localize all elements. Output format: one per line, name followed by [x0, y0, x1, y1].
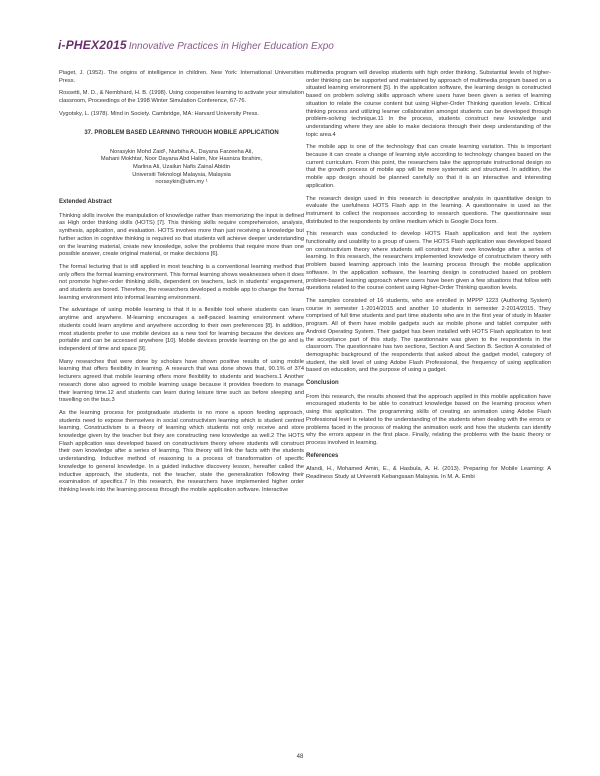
reference-item: Piaget, J. (1952). The origins of intelligence in children. New York: International Universities Press.	[59, 70, 304, 84]
abstract-heading: Extended Abstract	[59, 199, 112, 206]
conclusion-heading: Conclusion	[306, 380, 339, 387]
affiliation: Universiti Teknologi Malaysia, Malaysia	[132, 171, 231, 178]
article-title: 37. PROBLEM BASED LEARNING THROUGH MOBILE APPLICATION	[84, 129, 279, 136]
references-heading: References	[306, 452, 339, 459]
reference-item: Afandi, H., Mohamed Amin, E., & Hasbula, A. H. (2013). Preparing for Mobile Learning: A Readiness Study at Universiti Kebangsaan Malaysia. In M. A. Embi	[306, 466, 551, 481]
body-paragraph: The mobile app is one of the technology that can create learning variation. This is important because it can create a change of learning style according to technology changes based on the current curriculum. From this point, the researchers take the appropriate instructional design so that the growth process of mobile app will be more systematic and structured. In addition, the mobile app design should be planned carefully so that it is an interactive and interesting application.	[306, 144, 551, 189]
body-paragraph: The formal lecturing that is still applied in most teaching is a conventional learning method that only offers the formal learning environment. This formal learning shows weaknesses when it does not promote higher-order thinking skills, dependent on teachers, lack in students' engagement, and students are bored. Therefore, the researchers developed a mobile app to change the formal learning environment into informal learning environment.	[59, 263, 304, 301]
body-paragraph: As the learning process for postgraduate students is no more a spoon feeding approach, students need to expose themselves in social constructivism learning which is student centred learning. Constructivism is a theory of learning which students not only receive and store knowledge given by the teacher but they are constructing new knowledge as well.2 The HOTS Flash application was developed based on constructivism theory where students will construct their own knowledge after a series of learning. This theory will link the facts with the students understanding. Inductive method of reasoning is a process of transformation of specific knowledge to general knowledge. In a guided inductive discovery lesson, hereafter called the inductive approach, the students, not the teacher, state the generalization following their examination of specifics.7 In this research, the researchers have implemented higher order thinking levels into the learning process through the mobile application software. Interactive	[59, 409, 304, 493]
author-block	[59, 149, 304, 188]
conference-logo: i-PHEX2015	[58, 38, 127, 52]
body-paragraph: multimedia program will develop students with high order thinking. Substantial levels of higher-order thinking can be supported and maintained by approach of multimedia program based on a situated learning environment [5]. In the application software, the learning design is constructed based on problem solving skills approach where users have been given a series of learning situation to relate the course content but using Higher-Order Thinking question levels. Critical thinking process and utilizing learner collaboration amongst students can be developed through problem-solving technique.11 In the process, students construct new knowledge and understanding where they are able to make decisions through their deep understanding of the topic area.4	[306, 70, 551, 138]
right-column	[306, 70, 551, 487]
body-paragraph: Many researches that were done by scholars have shown positive results of using mobile learning that offers flexibility in learning. A research that was done shows that, 90.1% of 374 lecturers agreed that mobile learning offers more flexibility to students and teachers.1 Another research done also agreed to mobile learning usage because it provides freedom to manage their learning time.12 and students can learn during leisure time such as before sleeping and travelling on the bus.3	[59, 358, 304, 404]
body-paragraph: The advantage of using mobile learning is that it is a flexible tool where students can learn anytime and anywhere. M-learning encourages a self-paced learning environment where students could learn anytime and anywhere according to their own preferences [8]. In addition, most students prefer to use mobile devices as a new tool for learning because the devices are portable and can be accessed anywhere [10]. Mobile devices provide learning on the go and is independent of time and space [9].	[59, 307, 304, 352]
page-number: 48	[296, 754, 304, 760]
conclusion-paragraph: From this research, the results showed that the approach applied in this mobile application have encouraged students to be able to construct knowledge based on the learning process when using this application. The programming skills of creating an animation using Adobe Flash Professional level is related to the understanding of the students when dealing with the errors or problems faced in the process of making the animation work and how the students can identify why the errors appear in the first place. Finally, relating the problems with the basic theory or process involved in learning.	[306, 393, 551, 446]
author-email: norasykin@utm.my ¹	[155, 179, 208, 186]
page-header	[58, 38, 558, 54]
reference-item: Rossetti, M. D., & Nembhard, H. B. (1998). Using cooperative learning to activate your simulation classroom, Proceedings of the 1998 Winter Simulation Conference, 67-76.	[59, 90, 304, 105]
author-line: Marlina Ali, Uzailun Nafis Zainal Abidin	[132, 163, 231, 170]
conference-title: Innovative Practices in Higher Education Expo	[128, 41, 334, 52]
body-paragraph: This research was conducted to develop HOTS Flash application and test the system functionality and usability to a group of users. The HOTS Flash application was developed based on constructivism theory where students will construct their own knowledge after a series of learning. In this research, the researchers implemented knowledge of constructivism theory with problem based learning approach into the learning process through the mobile application software. In the application software, the learning design is constructed based on problem problem-based learning approach where users have been given a few situations that follow with questions related to the course content using Higher-Order Thinking question levels.	[306, 231, 551, 292]
author-line: Norasykin Mohd Zaid¹, Nurbiha A., Dayana Farzeeha Ali,	[110, 148, 253, 155]
reference-item: Vygotsky, L. (1978). Mind in Society. Cambridge, MA: Harvard University Press.	[59, 110, 259, 117]
author-line: Mahani Mokhtar, Noor Dayana Abd Halim, Nor Hasniza Ibrahim,	[100, 156, 263, 163]
left-column	[59, 70, 304, 500]
body-paragraph: Thinking skills involve the manipulation of knowledge rather than memorizing the input is defined as High order thinking skills (HOTS) [7]. This thinking skills require comprehension, analysis, synthesis, application, and evaluation. HOTS involves more than just receiving a knowledge but further action in cognitive thinking is required so that students will achieve deeper understanding on the learning material, create new knowledge, solve the problems that require more than one possible answer, create original material, or make decisions [6].	[59, 212, 304, 258]
body-paragraph: The research design used in this research is descriptive analysis in quantitative design to evaluate the usefulness HOTS Flash app in the learning. A questionnaire is used as the instrument to collect the responses according to research questions. The questionnaire was distributed to the respondents by online medium which is Google Docs form.	[306, 195, 551, 225]
body-paragraph: The samples consisted of 16 students, who are enrolled in MPPP 1223 (Authoring System) course in semester 1-2014/2015 and another 10 students in semester 2-2014/2015. They comprised of full time students and part time students who are in the first year of study in Master program. All of them have mobile gadgets such as mobile phone and tablet computer with Android Operating System. Their gadget has been installed with HOTS Flash application to test the acceptance part of this study. The questionnaire was given to the respondents in the classroom. The questionnaire has two sections, Section A and Section B. Section A consisted of demographic background of the respondents that asked about the gadget model, category of student, the skill level of using Adobe Flash Professional, the frequency of using application based on education, and the purpose of using a gadget.	[306, 297, 551, 374]
